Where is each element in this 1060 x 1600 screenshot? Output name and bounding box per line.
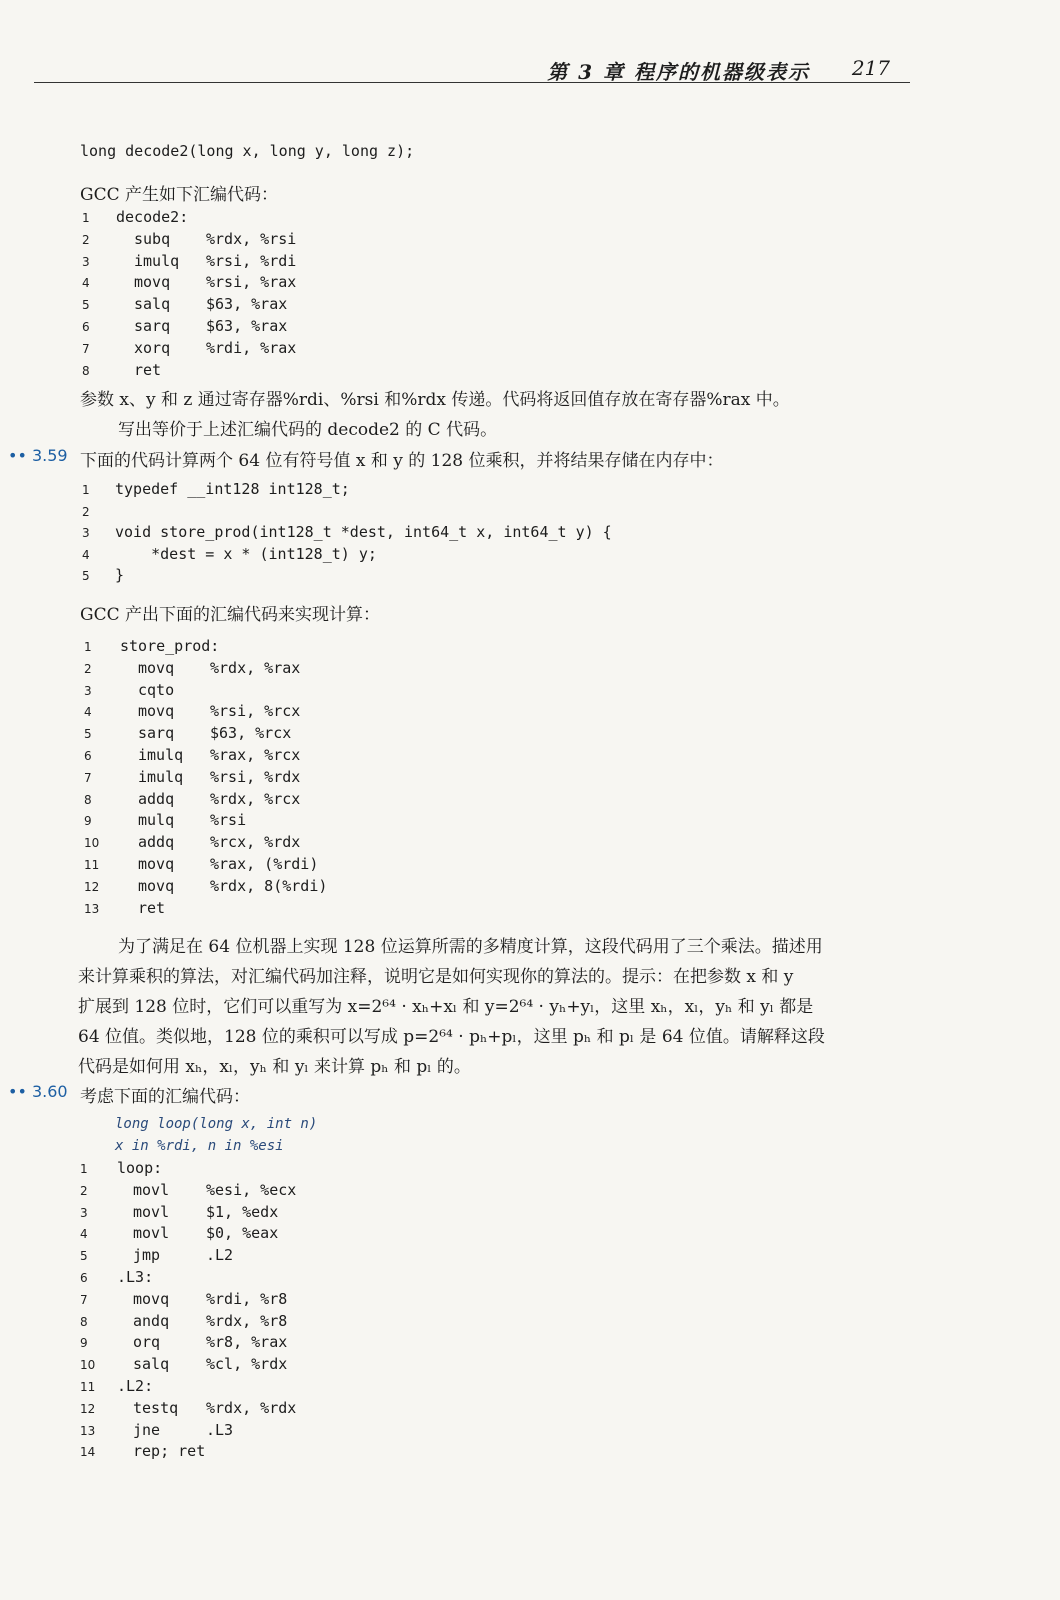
explanation-line: 扩展到 128 位时，它们可以重写为 x=2⁶⁴ · xₕ+xₗ 和 y=2⁶⁴ · yₕ+yₗ，这里 xₕ，xₗ，yₕ 和 yₗ 都是 (78, 997, 814, 1017)
asm-op: store_prod: (120, 637, 220, 655)
asm-op: addq (138, 789, 175, 808)
asm-args: %esi, %ecx (206, 1180, 297, 1199)
asm-args: $63, %rax (206, 295, 288, 314)
line-number: 7 (80, 1292, 88, 1307)
line-number: 1 (82, 483, 90, 497)
c-code-line: } (115, 566, 125, 584)
asm-op: salq (133, 1355, 170, 1374)
line-number: 3 (82, 526, 90, 540)
line-number: 1 (82, 211, 90, 225)
asm-args: %rdx, %rax (210, 658, 301, 677)
asm-args: %rsi, %rax (206, 273, 297, 292)
asm-op: rep; ret (133, 1442, 206, 1461)
asm-args: %rdx, %rsi (206, 229, 297, 248)
asm-args: %rax, %rcx (210, 746, 301, 764)
c-code-line: typedef __int128 int128_t; (115, 480, 350, 498)
line-number: 10 (80, 1358, 96, 1373)
chapter-title: 第 3 章 程序的机器级表示 (547, 60, 810, 84)
line-number: 6 (82, 320, 90, 334)
asm-op: mulq (138, 811, 175, 830)
asm-op: imulq (138, 746, 184, 764)
gcc-intro-1: GCC 产生如下汇编代码： (80, 185, 278, 205)
line-number: 10 (84, 836, 100, 851)
asm-op: movq (133, 1289, 170, 1308)
asm-op: .L2: (117, 1377, 154, 1395)
asm-op: jmp (133, 1246, 161, 1265)
line-number: 4 (84, 705, 92, 720)
asm-op: ret (138, 898, 166, 917)
line-number: 3 (80, 1205, 88, 1220)
line-number: 3 (82, 254, 90, 269)
asm-op: xorq (134, 338, 171, 357)
asm-op: .L3: (117, 1268, 154, 1286)
line-number: 11 (80, 1380, 96, 1394)
asm-args: %rsi, %rcx (210, 702, 301, 721)
asm-args: $63, %rax (206, 317, 288, 335)
asm-op: decode2: (116, 208, 189, 226)
asm-op: orq (133, 1333, 161, 1352)
asm-op: movl (133, 1180, 170, 1199)
line-number: 11 (84, 858, 100, 872)
line-number: 7 (84, 770, 92, 785)
asm-op: jne (133, 1420, 161, 1439)
gcc-intro-2: GCC 产出下面的汇编代码来实现计算： (80, 605, 380, 625)
loop-comment-registers: x in %rdi, n in %esi (115, 1138, 284, 1154)
line-number: 8 (80, 1314, 88, 1329)
asm-args: %rdx, %r8 (206, 1311, 288, 1330)
line-number: 2 (84, 661, 92, 676)
asm-args: $0, %eax (206, 1224, 279, 1243)
asm-args: %rcx, %rdx (210, 833, 301, 852)
asm-args: .L2 (206, 1246, 234, 1265)
line-number: 9 (80, 1336, 88, 1351)
asm-op: testq (133, 1398, 179, 1417)
problem-3-59-label: •• 3.59 (8, 446, 68, 465)
c-code-line: void store_prod(int128_t *dest, int64_t x, int64_t y) { (115, 523, 612, 541)
problem-3-59-text: 下面的代码计算两个 64 位有符号值 x 和 y 的 128 位乘积，并将结果存储在内存中： (80, 451, 724, 471)
problem-3-60-label: •• 3.60 (8, 1082, 68, 1101)
c-code-line: *dest = x * (int128_t) y; (115, 544, 377, 563)
line-number: 4 (80, 1227, 88, 1242)
asm-op: movq (138, 702, 175, 721)
asm-args: %rdi, %r8 (206, 1289, 288, 1308)
explanation-line: 来计算乘积的算法，对汇编代码加注释，说明它是如何实现你的算法的。提示：在把参数 x 和 y (78, 967, 794, 987)
line-number: 5 (80, 1249, 88, 1264)
asm-op: movq (138, 876, 175, 895)
asm-args: %rdi, %rax (206, 338, 297, 357)
line-number: 1 (84, 640, 92, 654)
asm-args: $63, %rcx (210, 724, 292, 743)
line-number: 5 (82, 569, 90, 583)
line-number: 13 (84, 901, 100, 916)
asm-args: %rdx, %rdx (206, 1398, 297, 1417)
loop-comment-signature: long loop(long x, int n) (115, 1116, 318, 1132)
explanation-line: 为了满足在 64 位机器上实现 128 位运算所需的多精度计算，这段代码用了三个乘法。描述用 (118, 937, 823, 957)
line-number: 6 (84, 749, 92, 763)
explanation-line: 代码是如何用 xₕ，xₗ，yₕ 和 yₗ 来计算 pₕ 和 pₗ 的。 (78, 1057, 471, 1077)
param-text: 参数 x、y 和 z 通过寄存器%rdi、%rsi 和%rdx 传递。代码将返回值存放在寄存器%rax 中。 (80, 390, 790, 410)
line-number: 12 (80, 1401, 96, 1416)
asm-op: salq (134, 295, 171, 314)
asm-op: movl (133, 1224, 170, 1243)
line-number: 4 (82, 276, 90, 291)
asm-op: movq (138, 658, 175, 677)
line-number: 9 (84, 814, 92, 829)
asm-op: movq (138, 855, 175, 873)
line-number: 2 (82, 232, 90, 247)
line-number: 4 (82, 547, 90, 562)
asm-op: imulq (134, 251, 180, 270)
line-number: 8 (84, 792, 92, 807)
asm-args: %rsi, %rdx (210, 767, 301, 786)
line-number: 3 (84, 683, 92, 698)
asm-args: $1, %edx (206, 1202, 279, 1221)
line-number: 1 (80, 1162, 88, 1176)
asm-args: %rdx, %rcx (210, 789, 301, 808)
asm-args: %rsi, %rdi (206, 251, 297, 270)
asm-op: sarq (138, 724, 175, 743)
asm-op: addq (138, 833, 175, 852)
asm-op: ret (134, 360, 162, 379)
line-number: 5 (82, 298, 90, 313)
line-number: 13 (80, 1423, 96, 1438)
asm-args: .L3 (206, 1420, 234, 1439)
task-text: 写出等价于上述汇编代码的 decode2 的 C 代码。 (118, 420, 498, 440)
line-number: 8 (82, 363, 90, 378)
asm-args: %rax, (%rdi) (210, 855, 319, 873)
line-number: 5 (84, 727, 92, 742)
problem-3-60-text: 考虑下面的汇编代码： (80, 1087, 250, 1107)
line-number: 6 (80, 1271, 88, 1285)
page-number: 217 (851, 56, 890, 80)
decode2-prototype: long decode2(long x, long y, long z); (80, 142, 415, 160)
explanation-line: 64 位值。类似地，128 位的乘积可以写成 p=2⁶⁴ · pₕ+pₗ，这里 pₕ 和 pₗ 是 64 位值。请解释这段 (78, 1027, 825, 1047)
asm-args: %rdx, 8(%rdi) (210, 876, 328, 895)
asm-op: movq (134, 273, 171, 292)
line-number: 7 (82, 341, 90, 356)
asm-args: %r8, %rax (206, 1333, 288, 1352)
asm-op: sarq (134, 317, 171, 335)
asm-op: cqto (138, 680, 175, 699)
asm-op: subq (134, 229, 171, 248)
line-number: 2 (80, 1183, 88, 1198)
line-number: 12 (84, 879, 100, 894)
line-number: 14 (80, 1445, 96, 1460)
asm-args: %rsi (210, 811, 247, 830)
asm-op: imulq (138, 767, 184, 786)
asm-op: movl (133, 1202, 170, 1221)
asm-op: andq (133, 1311, 170, 1330)
page-header (34, 52, 910, 83)
asm-op: loop: (117, 1159, 163, 1177)
asm-args: %cl, %rdx (206, 1355, 288, 1374)
line-number: 2 (82, 504, 90, 519)
